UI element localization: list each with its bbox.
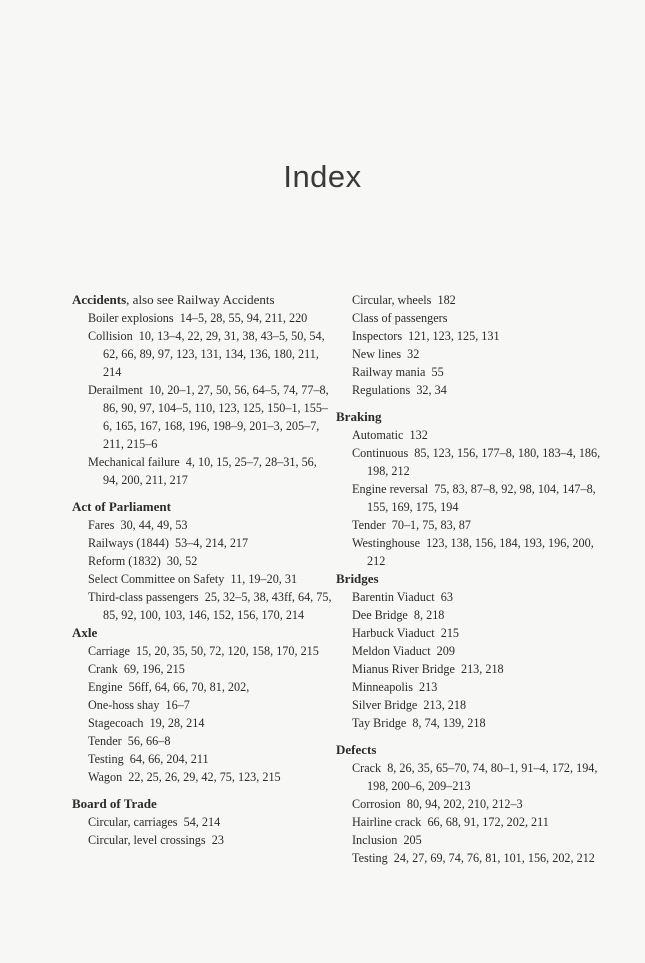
index-section — [72, 498, 334, 624]
index-entry: Barentin Viaduct 63 — [352, 590, 453, 604]
index-entry: Boiler explosions 14–5, 28, 55, 94, 211, 220 — [88, 311, 308, 325]
index-section — [72, 624, 334, 786]
index-entry: Stagecoach 19, 28, 214 — [88, 716, 205, 730]
index-heading — [72, 498, 334, 516]
index-entry: Inclusion 205 — [352, 833, 422, 847]
index-heading-text: Axle — [72, 625, 98, 640]
index-section — [336, 291, 611, 399]
index-section — [336, 741, 611, 867]
index-entry: Mianus River Bridge 213, 218 — [352, 662, 504, 676]
index-section — [72, 291, 334, 489]
index-heading-text: Act of Parliament — [72, 499, 171, 514]
index-entry: Crack 8, 26, 35, 65–70, 74, 80–1, 91–4, 172, 194, 198, 200–6, 209–213 — [352, 761, 601, 793]
index-entry: New lines 32 — [352, 347, 420, 361]
index-column-right — [336, 291, 611, 867]
index-entry: Automatic 132 — [352, 428, 428, 442]
index-entry: Railways (1844) 53–4, 214, 217 — [88, 536, 249, 550]
index-section — [336, 408, 611, 570]
index-entry: Meldon Viaduct 209 — [352, 644, 455, 658]
index-heading-note: , also see Railway Accidents — [126, 292, 275, 307]
index-entry: Railway mania 55 — [352, 365, 444, 379]
index-entry: Regulations 32, 34 — [352, 383, 447, 397]
index-entry: Select Committee on Safety 11, 19–20, 31 — [88, 572, 298, 586]
index-entry: Westinghouse 123, 138, 156, 184, 193, 196, 200, 212 — [352, 536, 597, 568]
index-entry: Dee Bridge 8, 218 — [352, 608, 445, 622]
index-heading-text: Defects — [336, 742, 377, 757]
index-entry: Continuous 85, 123, 156, 177–8, 180, 183–4, 186, 198, 212 — [352, 446, 604, 478]
index-heading-text: Bridges — [336, 571, 379, 586]
index-entry: Corrosion 80, 94, 202, 210, 212–3 — [352, 797, 523, 811]
index-entry: Harbuck Viaduct 215 — [352, 626, 460, 640]
index-entry: Mechanical failure 4, 10, 15, 25–7, 28–31, 56, 94, 200, 211, 217 — [88, 455, 320, 487]
index-heading — [336, 408, 611, 426]
page-title: Index — [283, 158, 362, 194]
index-heading — [72, 624, 334, 642]
index-entry: Carriage 15, 20, 35, 50, 72, 120, 158, 170, 215 — [88, 644, 319, 658]
index-entry: Collision 10, 13–4, 22, 29, 31, 38, 43–5, 50, 54, 62, 66, 89, 97, 123, 131, 134, 136, 180, 211, 214 — [88, 329, 328, 379]
index-entry: One-hoss shay 16–7 — [88, 698, 190, 712]
index-column-left — [72, 291, 334, 849]
index-heading — [336, 741, 611, 759]
index-entry: Crank 69, 196, 215 — [88, 662, 185, 676]
index-heading — [72, 795, 334, 813]
index-heading-text: Accidents — [72, 292, 127, 307]
index-entry: Testing 24, 27, 69, 74, 76, 81, 101, 156, 202, 212 — [352, 851, 595, 865]
index-entry: Tender 56, 66–8 — [88, 734, 171, 748]
index-entry: Class of passengers — [352, 311, 448, 325]
index-heading — [72, 291, 334, 309]
index-entry: Derailment 10, 20–1, 27, 50, 56, 64–5, 74, 77–8, 86, 90, 97, 104–5, 110, 123, 125, 150–1, 155–6, 165, 167, 168, 196, 198–9, 201–3, 205–7, 211, 215–6 — [88, 383, 332, 451]
index-entry: Tender 70–1, 75, 83, 87 — [352, 518, 471, 532]
index-entry: Hairline crack 66, 68, 91, 172, 202, 211 — [352, 815, 549, 829]
index-entry: Reform (1832) 30, 52 — [88, 554, 198, 568]
index-section — [336, 570, 611, 732]
index-entry: Engine reversal 75, 83, 87–8, 92, 98, 104, 147–8, 155, 169, 175, 194 — [352, 482, 599, 514]
index-entry: Testing 64, 66, 204, 211 — [88, 752, 209, 766]
index-entry: Tay Bridge 8, 74, 139, 218 — [352, 716, 486, 730]
index-heading — [336, 570, 611, 588]
index-entry: Minneapolis 213 — [352, 680, 438, 694]
index-entry: Circular, level crossings 23 — [88, 833, 224, 847]
index-entry: Fares 30, 44, 49, 53 — [88, 518, 188, 532]
index-entry: Circular, carriages 54, 214 — [88, 815, 221, 829]
index-heading-text: Braking — [336, 409, 382, 424]
index-entry: Engine 56ff, 64, 66, 70, 81, 202, — [88, 680, 250, 694]
index-entry: Circular, wheels 182 — [352, 293, 456, 307]
index-entry: Silver Bridge 213, 218 — [352, 698, 467, 712]
index-entry: Wagon 22, 25, 26, 29, 42, 75, 123, 215 — [88, 770, 281, 784]
index-section — [72, 795, 334, 849]
index-heading-text: Board of Trade — [72, 796, 157, 811]
index-entry: Inspectors 121, 123, 125, 131 — [352, 329, 500, 343]
index-entry: Third-class passengers 25, 32–5, 38, 43ff, 64, 75, 85, 92, 100, 103, 146, 152, 156, 170, 214 — [88, 590, 335, 622]
